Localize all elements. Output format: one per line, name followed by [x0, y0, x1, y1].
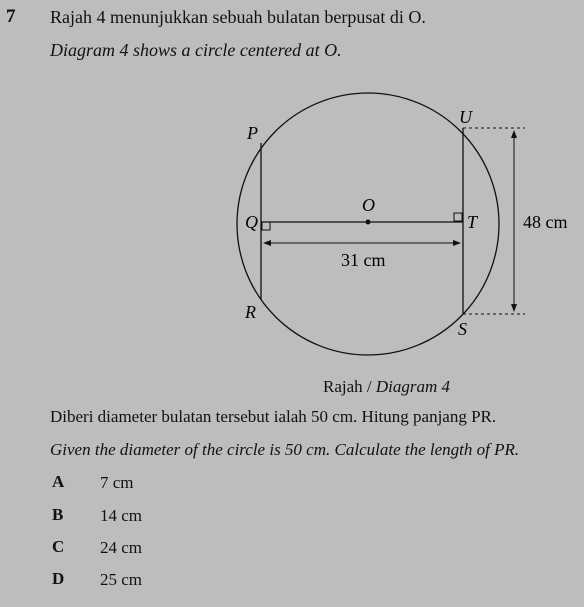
- dimension-label-31: 31 cm: [341, 250, 386, 270]
- option-a-letter: A: [52, 472, 65, 491]
- given-text-malay: Diberi diameter bulatan tersebut ialah 50 cm. Hitung panjang PR.: [50, 407, 497, 426]
- dimension-label-48: 48 cm: [523, 212, 568, 232]
- caption-english: Diagram 4: [375, 377, 451, 396]
- label-o: O: [362, 195, 375, 215]
- right-angle-t: [454, 213, 462, 221]
- arrowhead-down: [511, 304, 517, 312]
- option-a-text[interactable]: 7 cm: [100, 473, 134, 492]
- centre-point-o: [366, 220, 371, 225]
- label-s: S: [458, 319, 467, 339]
- arrowhead-right: [453, 240, 461, 246]
- option-d-letter: D: [52, 569, 65, 588]
- question-text-english: Diagram 4 shows a circle centered at O.: [50, 40, 342, 60]
- option-b-letter: B: [52, 505, 64, 524]
- arrowhead-left: [263, 240, 271, 246]
- given-text-english: Given the diameter of the circle is 50 cm. Calculate the length of PR.: [50, 440, 520, 459]
- option-d-text[interactable]: 25 cm: [100, 570, 143, 589]
- diagram-caption: [323, 377, 450, 397]
- option-c-text[interactable]: 24 cm: [100, 538, 143, 557]
- option-b-text[interactable]: 14 cm: [100, 506, 143, 525]
- caption-malay: Rajah /: [323, 377, 376, 396]
- label-p: P: [247, 123, 258, 143]
- label-t: T: [467, 212, 478, 232]
- label-u: U: [459, 107, 472, 127]
- question-text-malay: Rajah 4 menunjukkan sebuah bulatan berpusat di O.: [50, 7, 426, 27]
- arrowhead-up: [511, 130, 517, 138]
- option-c-letter: C: [52, 537, 65, 556]
- label-q: Q: [245, 212, 258, 232]
- question-number: 7: [6, 6, 16, 27]
- right-angle-q: [262, 222, 270, 230]
- label-r: R: [245, 302, 256, 322]
